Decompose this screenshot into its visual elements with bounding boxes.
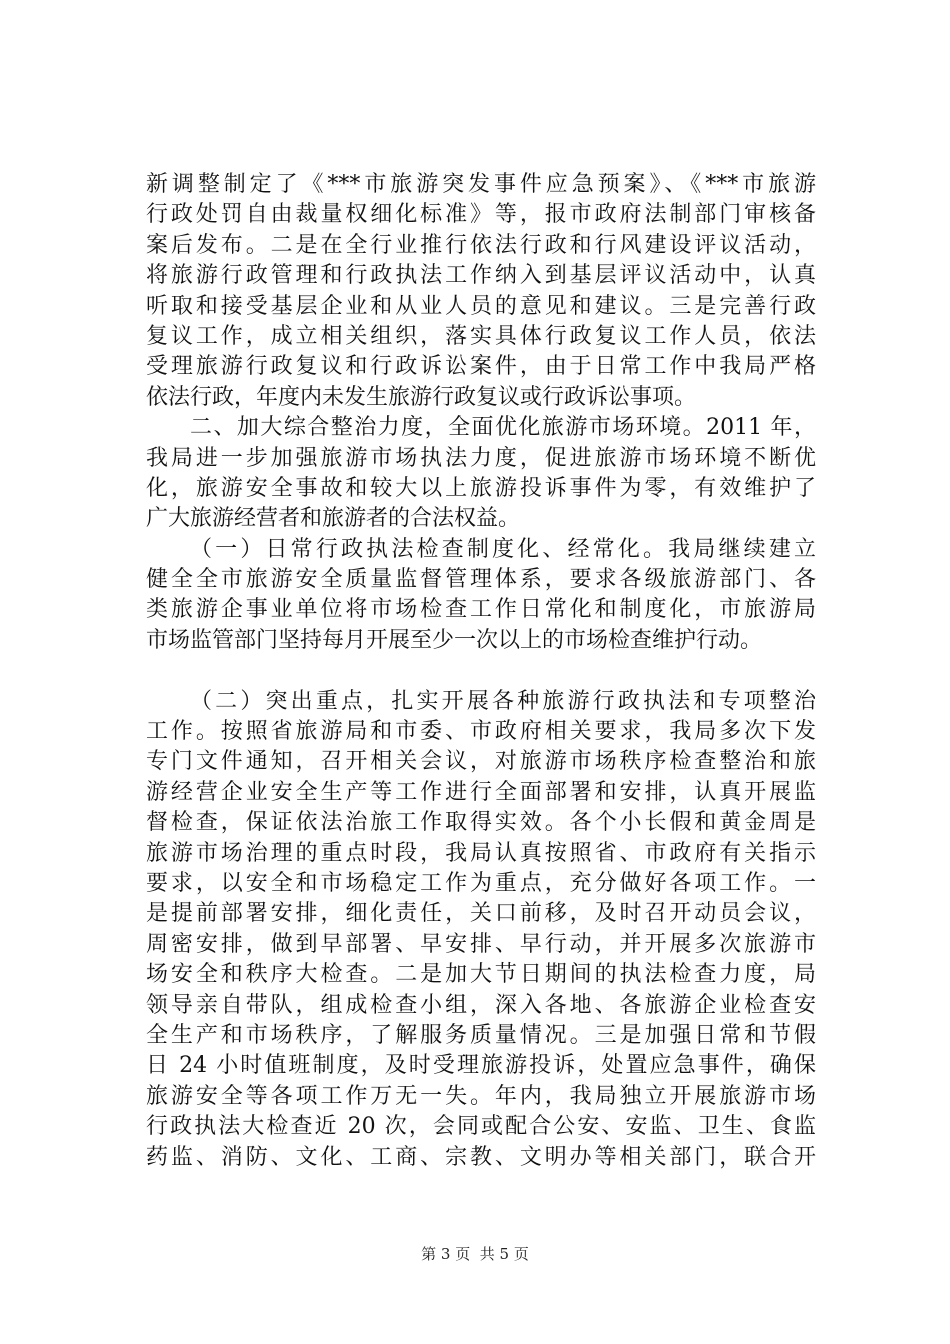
text-line: 督检查，保证依法治旅工作取得实效。各个小长假和黄金周是: [146, 810, 816, 836]
paragraph-gap: [146, 656, 816, 686]
text-line: 健全全市旅游安全质量监督管理体系，要求各级旅游部门、各: [146, 567, 816, 593]
text-line: 旅游市场治理的重点时段，我局认真按照省、市政府有关指示: [146, 840, 816, 866]
text-line: 将旅游行政管理和行政执法工作纳入到基层评议活动中，认真: [146, 263, 816, 289]
text-line: 二、加大综合整治力度，全面优化旅游市场环境。2011 年，: [190, 415, 816, 441]
text-line: 工作。按照省旅游局和市委、市政府相关要求，我局多次下发: [146, 719, 816, 745]
page-number-footer: 第 3 页 共 5 页: [421, 1245, 529, 1263]
text-line: 行政处罚自由裁量权细化标准》等，报市政府法制部门审核备: [146, 202, 816, 228]
text-line: （二）突出重点，扎实开展各种旅游行政执法和专项整治: [190, 688, 816, 714]
text-line: 行政执法大检查近 20 次，会同或配合公安、安监、卫生、食监: [146, 1114, 816, 1140]
text-line: 领导亲自带队，组成检查小组，深入各地、各旅游企业检查安: [146, 992, 816, 1018]
text-line: 日 24 小时值班制度，及时受理旅游投诉，处置应急事件，确保: [146, 1053, 816, 1079]
text-line: （一）日常行政执法检查制度化、经常化。我局继续建立: [190, 536, 816, 562]
text-line: 专门文件通知，召开相关会议，对旅游市场秩序检查整治和旅: [146, 749, 816, 775]
text-line: 旅游安全等各项工作万无一失。年内，我局独立开展旅游市场: [146, 1083, 816, 1109]
text-line: 类旅游企事业单位将市场检查工作日常化和制度化，市旅游局: [146, 597, 816, 623]
text-line: 复议工作，成立相关组织，落实具体行政复议工作人员，依法: [146, 323, 816, 349]
text-line: 周密安排，做到早部署、早安排、早行动，并开展多次旅游市: [146, 931, 816, 957]
text-line: 药监、消防、文化、工商、宗教、文明办等相关部门，联合开: [146, 1144, 816, 1170]
text-line: 化，旅游安全事故和较大以上旅游投诉事件为零，有效维护了: [146, 475, 816, 501]
text-line: 市场监管部门坚持每月开展至少一次以上的市场检查维护行动。: [146, 627, 763, 653]
text-line: 受理旅游行政复议和行政诉讼案件，由于日常工作中我局严格: [146, 354, 816, 380]
body-text: [146, 170, 816, 1173]
text-line: 广大旅游经营者和旅游者的合法权益。: [146, 506, 521, 532]
text-line: 要求，以安全和市场稳定工作为重点，充分做好各项工作。一: [146, 870, 816, 896]
text-line: 我局进一步加强旅游市场执法力度，促进旅游市场环境不断优: [146, 445, 816, 471]
text-line: 案后发布。二是在全行业推行依法行政和行风建设评议活动，: [146, 232, 816, 258]
text-line: 依法行政，年度内未发生旅游行政复议或行政诉讼事项。: [146, 384, 697, 410]
text-line: 场安全和秩序大检查。二是加大节日期间的执法检查力度，局: [146, 962, 816, 988]
text-line: 全生产和市场秩序，了解服务质量情况。三是加强日常和节假: [146, 1022, 816, 1048]
text-line: 是提前部署安排，细化责任，关口前移，及时召开动员会议，: [146, 901, 816, 927]
text-line: 新调整制定了《***市旅游突发事件应急预案》、《***市旅游: [146, 172, 816, 197]
text-line: 听取和接受基层企业和从业人员的意见和建议。三是完善行政: [146, 293, 816, 319]
text-line: 游经营企业安全生产等工作进行全面部署和安排，认真开展监: [146, 779, 816, 805]
